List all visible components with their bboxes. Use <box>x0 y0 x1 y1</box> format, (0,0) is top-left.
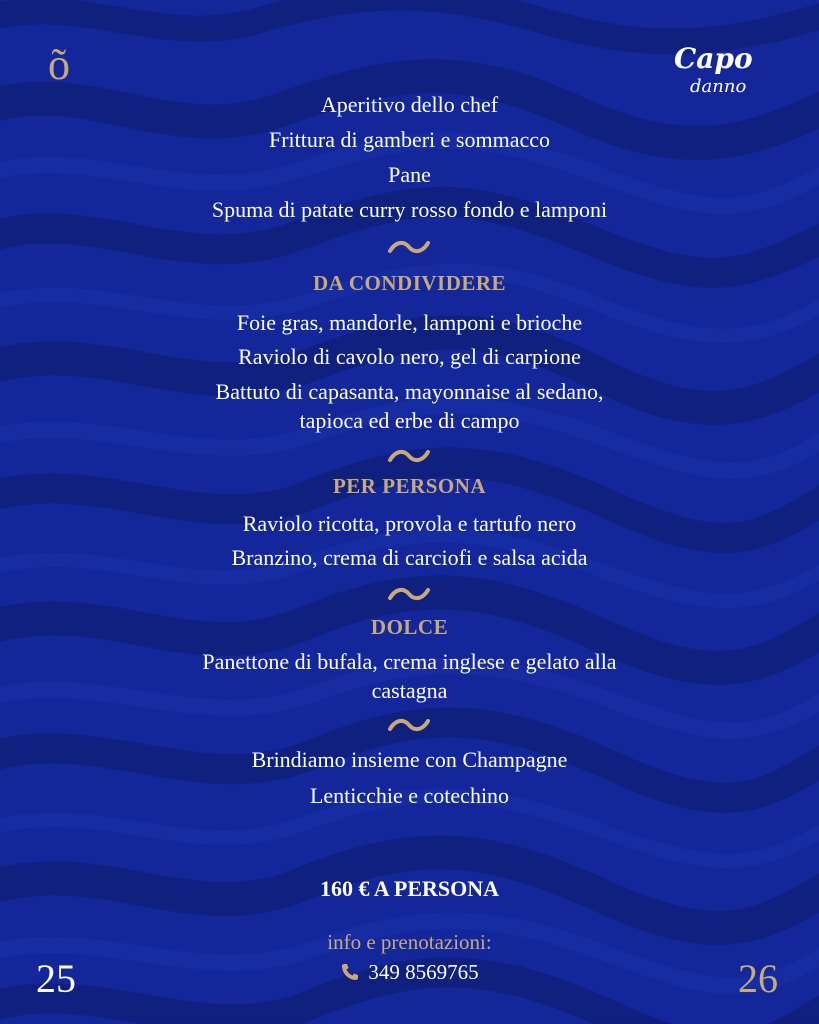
phone-icon <box>340 962 360 982</box>
menu-item-foie-gras: Foie gras, mandorle, lamponi e brioche <box>236 310 583 335</box>
tilde-divider <box>384 583 434 605</box>
phone-number: 349 8569765 <box>368 960 479 984</box>
menu-item-panettone: Panettone di bufala, crema inglese e gelato alla <box>202 649 617 674</box>
section-heading-dolce: DOLCE <box>370 615 449 639</box>
tilde-divider <box>384 445 434 467</box>
menu-item-aperitivo: Aperitivo dello chef <box>320 92 499 117</box>
page-number-right: 26 <box>738 956 778 1001</box>
menu-item-brindiamo: Brindiamo insieme con Champagne <box>251 747 568 772</box>
menu-item-spuma: Spuma di patate curry rosso fondo e lamponi <box>211 197 608 222</box>
menu-item-raviolo-ricotta: Raviolo ricotta, provola e tartufo nero <box>242 511 577 536</box>
logo-script-line2: danno <box>690 76 747 97</box>
contact-label: info e prenotazioni: <box>327 930 492 954</box>
brand-logo-letter: õ <box>48 40 70 89</box>
page-number-left: 25 <box>36 956 76 1001</box>
phone-row[interactable] <box>0 958 819 986</box>
menu-item-branzino: Branzino, crema di carciofi e salsa acida <box>231 545 588 570</box>
menu-item-lenticchie: Lenticchie e cotechino <box>309 783 510 808</box>
menu-item-frittura: Frittura di gamberi e sommacco <box>268 127 551 152</box>
menu-item-raviolo-cavolo: Raviolo di cavolo nero, gel di carpione <box>238 344 581 369</box>
menu-item-battuto: Battuto di capasanta, mayonnaise al sedano, <box>215 379 604 404</box>
menu-item-battuto-cont: tapioca ed erbe di campo <box>299 408 520 433</box>
menu-item-pane: Pane <box>388 162 431 187</box>
section-heading-da-condividere: DA CONDIVIDERE <box>312 271 507 295</box>
logo-script-line1: Capo <box>674 42 753 75</box>
menu-item-panettone-cont: castagna <box>371 678 448 703</box>
price-label: 160 € A PERSONA <box>319 876 500 901</box>
section-heading-per-persona: PER PERSONA <box>332 474 487 498</box>
tilde-divider <box>384 236 434 258</box>
tilde-divider <box>384 714 434 736</box>
